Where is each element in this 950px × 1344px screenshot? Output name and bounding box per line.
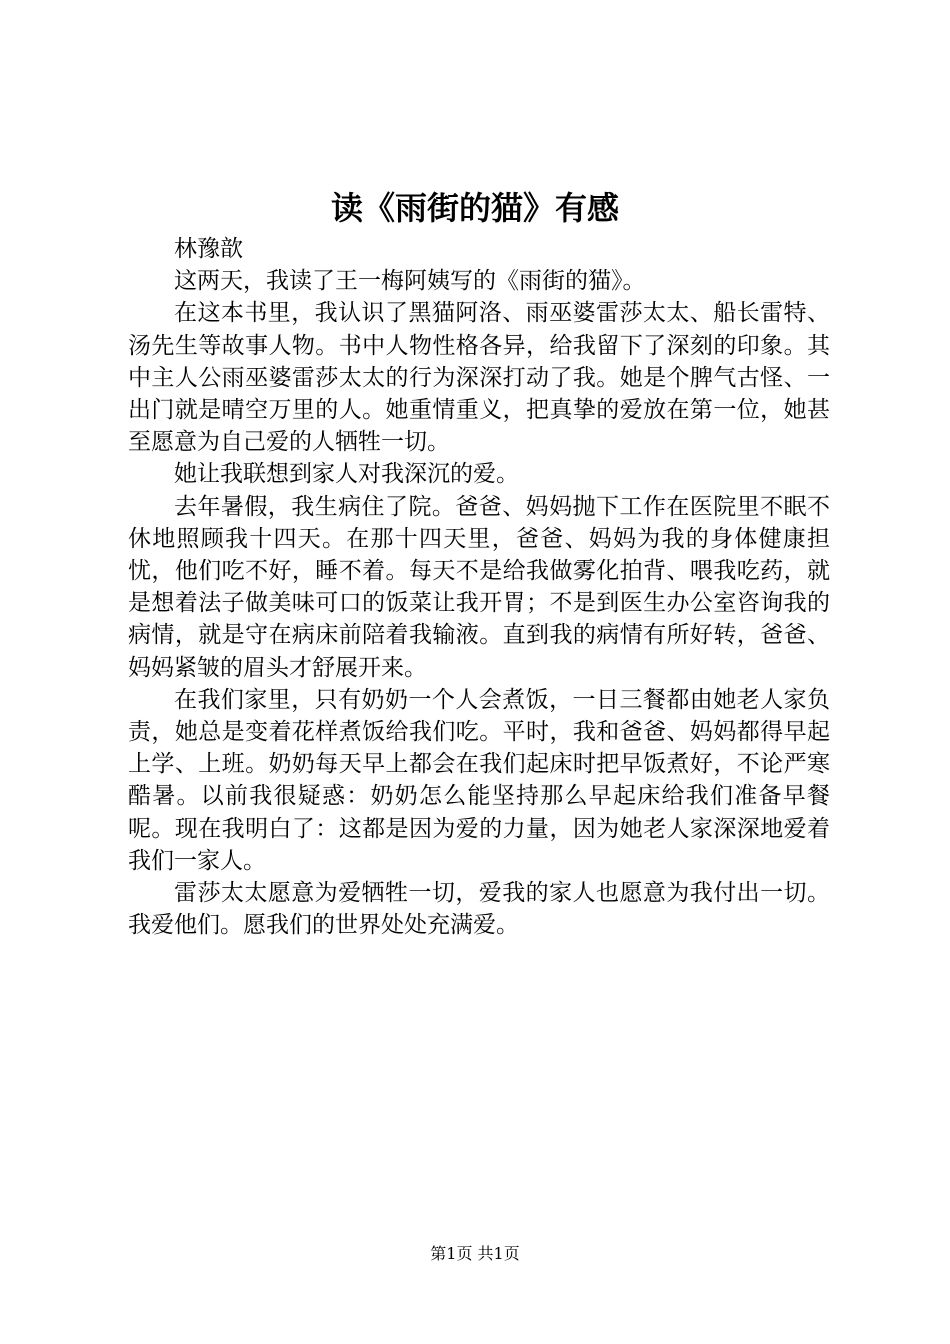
paragraph: 这两天，我读了王一梅阿姨写的《雨街的猫》。 [174, 268, 646, 295]
document-title: 读《雨街的猫》有感 [330, 189, 619, 227]
page-number-footer: 第1页 共1页 [430, 1244, 520, 1263]
paragraph: 她让我联想到家人对我深沉的爱。 [174, 461, 519, 488]
document-body [128, 233, 830, 941]
paragraph: 在我们家里，只有奶奶一个人会煮饭，一日三餐都由她老人家负责，她总是变着花样煮饭给我们吃。平时，我和爸爸、妈妈都得早起上学、上班。奶奶每天早上都会在我们起床时把早饭煮好，不论严寒酷暑。以前我很疑惑：奶奶怎么能坚持那么早起床给我们准备早餐呢。现在我明白了：这都是因为爱的力量，因为她老人家深深地爱着我们一家人。 [128, 686, 830, 874]
author-line: 林豫歆 [174, 236, 243, 262]
paragraph: 在这本书里，我认识了黑猫阿洛、雨巫婆雷莎太太、船长雷特、汤先生等故事人物。书中人物性格各异，给我留下了深刻的印象。其中主人公雨巫婆雷莎太太的行为深深打动了我。她是个脾气古怪、一出门就是晴空万里的人。她重情重义，把真挚的爱放在第一位，她甚至愿意为自己爱的人牺牲一切。 [128, 300, 830, 456]
paragraph: 雷莎太太愿意为爱牺牲一切，爱我的家人也愿意为我付出一切。我爱他们。愿我们的世界处处充满爱。 [128, 880, 830, 939]
paragraph: 去年暑假，我生病住了院。爸爸、妈妈抛下工作在医院里不眠不休地照顾我十四天。在那十四天里，爸爸、妈妈为我的身体健康担忧，他们吃不好，睡不着。每天不是给我做雾化拍背、喂我吃药，就是想着法子做美味可口的饭菜让我开胃；不是到医生办公室咨询我的病情，就是守在病床前陪着我输液。直到我的病情有所好转，爸爸、妈妈紧皱的眉头才舒展开来。 [128, 493, 830, 681]
